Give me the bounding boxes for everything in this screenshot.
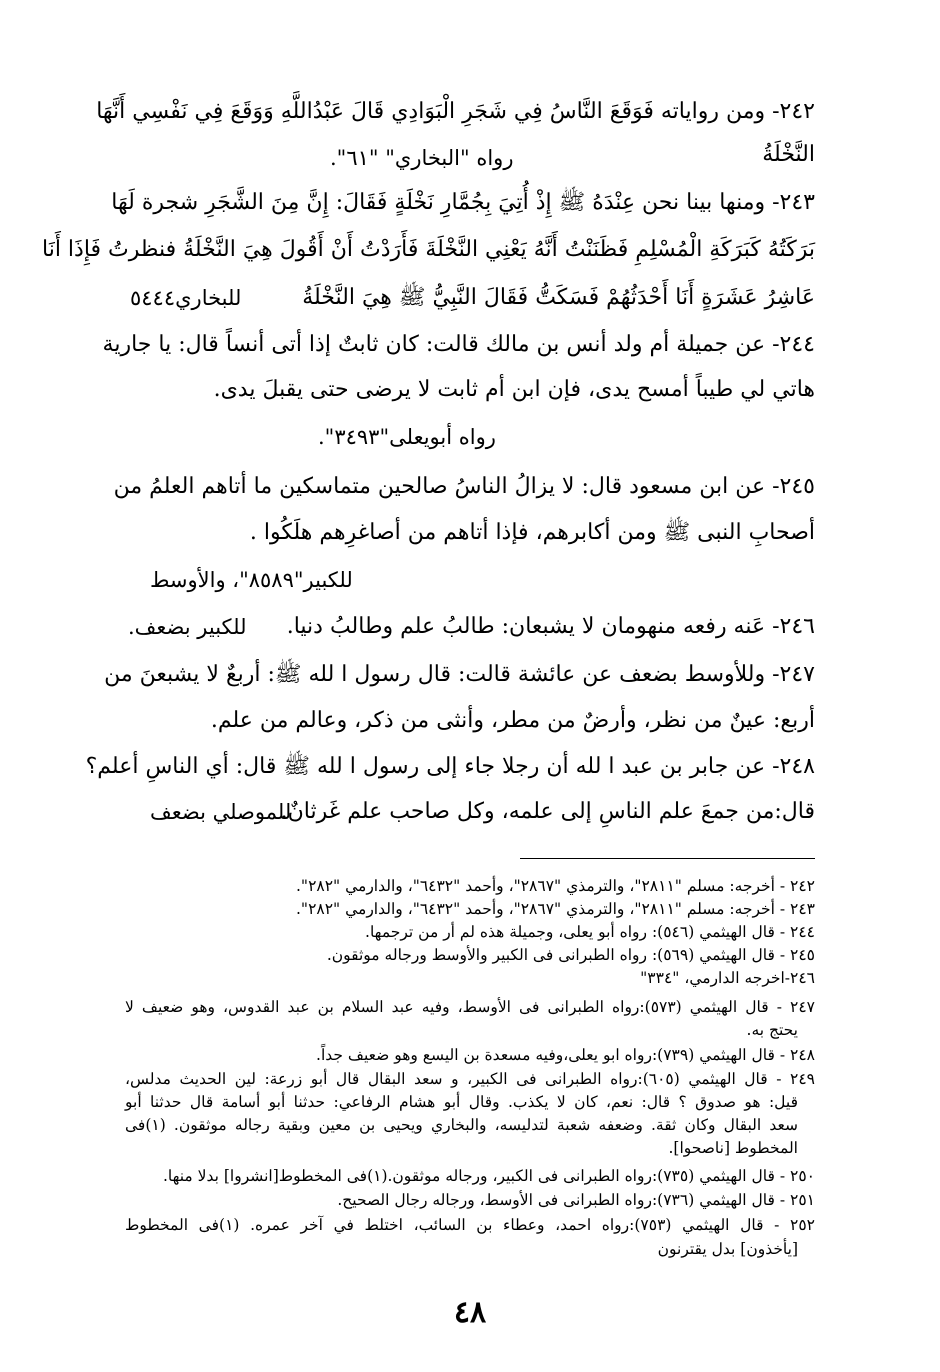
footnote-249: ٢٤٩ - قال الهيثمي (٦٠٥):رواه الطبرانى فى الكبير، و سعد البقال قال أبو زرعة: لين الحديث مدلس، [125,1070,815,1088]
footnote-244: ٢٤٤ - قال الهيثمي (٥٤٦): رواه أبو يعلى، وجميلة هذه لم أر من ترجمها. [365,923,815,941]
hadith-244-line-1: ٢٤٤- عن جميلة أم ولد أنس بن مالك قالت: كان ثابتٌ إذا أتى أنساً قال: يا جارية [102,332,815,357]
hadith-246-line-1: ٢٤٦- عَنه رفعه منهومان لا يشبعان: طالبُ علم وطالبُ دنيا. [286,614,815,639]
hadith-248-line-1: ٢٤٨- عن جابر بن عبد ا لله أن رجلا جاء إلى رسول ا لله ﷺ قال: أي الناسِ أعلم؟ [85,754,815,779]
footnote-247-cont: يحتج به. [746,1021,798,1039]
footnote-247: ٢٤٧ - قال الهيثمي (٥٧٣):رواه الطبرانى فى الأوسط، وفيه عبد السلام بن عبد القدوس، وهو ضعيف لا [125,998,815,1016]
hadith-242-line-2: النَّخْلَةُ [762,142,815,167]
hadith-246-source: للكبير بضعف. [128,615,247,639]
footnote-250: ٢٥٠ - قال الهيثمي (٧٣٥):رواه الطبرانى فى الكبير، ورجاله موثقون.(١)فى المخطوط[انشروا] بدلا منها. [162,1167,815,1185]
footnote-249-cont-1: قيل: هو صدوق ؟ قال: نعم، كان لا يكذب. وقال أبو هشام الرفاعي: حدثنا أبو أسامة قال حدثنا أبو [125,1093,798,1111]
hadith-248-source: للموصلي بضعف [150,800,292,824]
hadith-248-line-2: قال:من جمعَ علم الناسِ إلى علمه، وكل صاحب علم غَرثانٌ. [280,799,815,824]
hadith-243-line-1: ٢٤٣- ومنها بينا نحن عِنْدَهُ ﷺ إِذْ أُتِيَ بِجُمَّارِ نَخْلَةٍ فَقَالَ: إِنَّ مِنَ الشَّجَرِ شجرة لَهَا [111,190,815,215]
hadith-245-line-2: أصحابِ النبى ﷺ ومن أكابرهم، فإذا أتاهم من أصاغرِهم هلَكُوا . [249,520,815,545]
footnote-252-cont: [يأخذون] بدل يقترنون [657,1240,798,1258]
footnote-252: ٢٥٢ - قال الهيثمي (٧٥٣):رواه احمد، وعطاء بن السائب، اختلط في آخر عمره. (١)فى المخطوط [125,1216,815,1234]
footnote-242: ٢٤٢ - أخرجه: مسلم "٢٨١١"، والترمذي "٢٨٦٧"، وأحمد "٦٤٣٢"، والدارمي "٢٨٢". [296,877,815,895]
hadith-242-source: رواه "البخاري" "٦١". [330,146,514,170]
hadith-245-line-1: ٢٤٥- عن ابن مسعود قال: لا يزالُ الناسُ صالحين متماسكين ما أتاهم العلمُ من [113,474,815,499]
hadith-243-source: للبخاري٥٤٤٤ [130,286,242,310]
footnote-separator [520,858,815,859]
footnote-251: ٢٥١ - قال الهيثمي (٧٣٦):رواه الطبرانى فى الأوسط، ورجاله رجال الصحيح. [337,1191,815,1209]
hadith-247-line-2: أربع: عينٌ من نظر، وأرضٌ من مطر، وأنثى من ذكر، وعالم من علم. [210,708,815,733]
footnote-248: ٢٤٨ - قال الهيثمي (٧٣٩):رواه ابو يعلى،وفيه مسعدة بن اليسع وهو ضعيف جداً. [316,1046,815,1064]
footnote-249-cont-3: المخطوط [ناصحوا]. [668,1139,798,1157]
footnote-245: ٢٤٥ - قال الهيثمي (٥٦٩): رواه الطبرانى فى الكبير والأوسط ورجاله موثقون. [326,946,815,964]
footnote-246: ٢٤٦-اخرجه الدارمي، "٣٣٤" [640,969,815,987]
hadith-247-line-1: ٢٤٧- وللأوسط بضعف عن عائشة قالت: قال رسول ا لله ﷺ: أربعٌ لا يشبعنَ من [104,662,815,687]
footnote-249-cont-2: سعد البقال وكان ثقة. وضعفه شعبة لتدليسه، والبخاري ويحيى بن معين وبقية رجاله موثقون. (١)فى [125,1116,798,1134]
hadith-244-source: رواه أبويعلى"٣٤٩٣". [318,425,496,449]
hadith-242-line-1: ٢٤٢- ومن رواياته فَوَقَعَ النَّاسُ فِي شَجَرِ الْبَوَادِي قَالَ عَبْدُاللَّهِ وَوَقَعَ فِي نَفْسِي أَنَّهَا [96,99,815,124]
hadith-245-source: للكبير"٨٥٨٩"، والأوسط [150,568,353,592]
hadith-244-line-2: هاتي لي طيباً أمسح يدى، فإن ابن أم ثابت لا يرضى حتى يقبلَ يدى. [213,377,815,402]
hadith-243-line-2: بَرَكَتُهُ كَبَرَكَةِ الْمُسْلِمِ فَظَنَنْتُ أَنَّهُ يَعْنِي النَّخْلَةَ فَأَرَدْتُ أَنْ أَقُولَ هِيَ النَّخْلَةُ فنظرتُ فَإِذَا أَنَا [42,237,815,262]
hadith-243-line-3: عَاشِرُ عَشَرَةٍ أَنَا أَحْدَثُهُمْ فَسَكَتُّ فَقَالَ النَّبِيُّ ﷺ هِيَ النَّخْلَةُ [302,285,815,310]
page-number: ٤٨ [453,1295,487,1330]
footnote-243: ٢٤٣ - أخرجه: مسلم "٢٨١١"، والترمذي "٢٨٦٧"، وأحمد "٦٤٣٢"، والدارمي "٢٨٢". [296,900,815,918]
